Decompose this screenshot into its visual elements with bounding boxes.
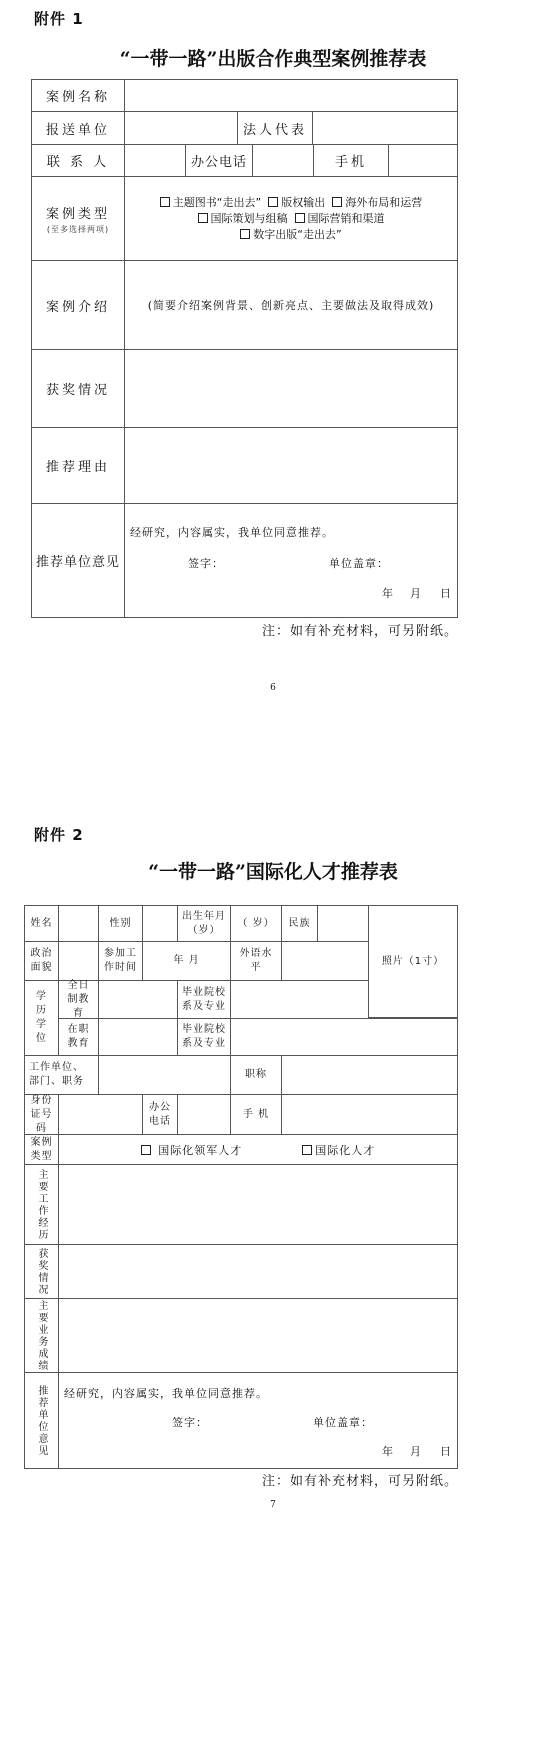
work-history-label-cell <box>24 1164 59 1245</box>
case-type-label-cell <box>31 176 125 261</box>
fulltime-school-label: 毕业院校系及专业 <box>177 980 231 1019</box>
option-intl-talent[interactable]: 国际化人才 <box>302 1142 375 1158</box>
foreign-lang-label: 外语水平 <box>230 941 282 981</box>
id-no-label: 身份证号码 <box>24 1094 59 1135</box>
office-phone-label: 办公电话 <box>185 144 253 177</box>
awards-field[interactable] <box>58 1244 458 1299</box>
birth-label-cell <box>177 905 231 942</box>
age-label: （岁） <box>187 924 221 936</box>
achievements-label-cell <box>24 1298 59 1373</box>
work-start-field[interactable] <box>142 941 231 981</box>
opinion-statement: 经研究，内容属实，我单位同意推荐。 <box>64 1387 268 1400</box>
case-type-label: 案例类型 <box>45 206 110 222</box>
politics-field[interactable] <box>58 941 99 981</box>
foreign-lang-field[interactable] <box>281 941 369 981</box>
achievements-field[interactable] <box>58 1298 458 1373</box>
option-intl-marketing[interactable]: 国际营销和渠道 <box>295 212 385 225</box>
contact-field[interactable] <box>124 144 186 177</box>
awards-label-cell <box>24 1244 59 1299</box>
year-month-label: 年 月 <box>173 955 200 966</box>
opinion-statement: 经研究，内容属实，我单位同意推荐。 <box>130 526 334 539</box>
checkbox-icon[interactable] <box>198 213 208 223</box>
case-intro-label: 案例介绍 <box>31 260 125 350</box>
office-phone-field[interactable] <box>177 1094 231 1135</box>
name-label: 姓名 <box>24 905 59 942</box>
talent-type-options <box>58 1134 458 1165</box>
mobile-label: 手 机 <box>230 1094 282 1135</box>
option-intl-planning[interactable]: 国际策划与组稿 <box>198 212 288 225</box>
option-theme-books[interactable]: 主题图书“走出去” <box>160 196 261 209</box>
contact-label: 联 系 人 <box>31 144 125 177</box>
opinion-label: 推荐单位意见 <box>36 1384 47 1457</box>
attachment-label: 附件 1 <box>34 10 84 28</box>
option-copyright-export[interactable]: 版权输出 <box>268 196 325 209</box>
mobile-field[interactable] <box>388 144 458 177</box>
work-history-field[interactable] <box>58 1164 458 1245</box>
option-digital-publishing[interactable]: 数字出版“走出去” <box>240 228 341 241</box>
legal-rep-field[interactable] <box>312 111 458 145</box>
degree-label: 学历学位 <box>24 980 59 1056</box>
submit-unit-label: 报送单位 <box>31 111 125 145</box>
attachment-label: 附件 2 <box>34 826 84 844</box>
name-field[interactable] <box>58 905 99 942</box>
inservice-school-field[interactable] <box>230 1018 458 1056</box>
fulltime-school-field[interactable] <box>230 980 369 1019</box>
submit-unit-field[interactable] <box>124 111 238 145</box>
title-rank-field[interactable] <box>281 1055 458 1095</box>
seal-label: 单位盖章： <box>313 1416 373 1429</box>
reason-field[interactable] <box>124 427 458 504</box>
fulltime-degree-field[interactable] <box>98 980 178 1019</box>
checkbox-icon[interactable] <box>332 197 342 207</box>
seal-label: 单位盖章： <box>329 557 389 570</box>
inservice-school-label: 毕业院校系及专业 <box>177 1018 231 1056</box>
age-blank: （ 岁） <box>237 917 275 929</box>
checkbox-icon[interactable] <box>302 1145 312 1155</box>
id-no-field[interactable] <box>58 1094 143 1135</box>
case-type-label: 案例类型 <box>24 1134 59 1165</box>
office-phone-label: 办公电话 <box>142 1094 178 1135</box>
birth-label: 出生年月 <box>182 910 226 922</box>
day-label: 日 <box>440 587 452 600</box>
case-intro-field[interactable] <box>124 260 458 350</box>
inservice-label: 在职教育 <box>58 1018 99 1056</box>
checkbox-icon[interactable] <box>295 213 305 223</box>
ethnicity-label: 民族 <box>281 905 318 942</box>
option-overseas-layout[interactable]: 海外布局和运营 <box>332 196 422 209</box>
birth-field[interactable] <box>230 905 282 942</box>
case-type-note: (至多选择两项) <box>46 224 110 234</box>
month-label: 月 <box>410 1445 422 1458</box>
form-title: “一带一路”出版合作典型案例推荐表 <box>119 48 427 70</box>
mobile-label: 手机 <box>313 144 389 177</box>
checkbox-icon[interactable] <box>268 197 278 207</box>
work-start-label: 参加工作时间 <box>98 941 143 981</box>
day-label: 日 <box>440 1445 452 1458</box>
work-unit-label: 工作单位、部门、职务 <box>24 1055 99 1095</box>
work-history-label: 主要工作经历 <box>36 1168 47 1241</box>
footnote: 注：如有补充材料，可另附纸。 <box>262 1474 459 1489</box>
checkbox-icon[interactable] <box>160 197 170 207</box>
year-label: 年 <box>382 587 394 600</box>
page-number: 7 <box>270 1500 276 1510</box>
case-intro-hint: (简要介绍案例背景、创新亮点、主要做法及取得成效) <box>147 299 435 312</box>
reason-label: 推荐理由 <box>31 427 125 504</box>
photo-field[interactable] <box>368 905 458 1018</box>
opinion-label-cell <box>24 1372 59 1469</box>
photo-label: 照片（1寸） <box>381 955 445 967</box>
ethnicity-field[interactable] <box>317 905 369 942</box>
sign-label: 签字： <box>188 557 224 570</box>
politics-label: 政治面貌 <box>24 941 59 981</box>
checkbox-icon[interactable] <box>141 1145 151 1155</box>
option-leading-talent[interactable]: 国际化领军人才 <box>141 1142 243 1158</box>
case-name-label: 案例名称 <box>31 79 125 112</box>
footnote: 注：如有补充材料，可另附纸。 <box>262 624 459 639</box>
fulltime-label: 全日制教育 <box>58 980 99 1019</box>
case-name-field[interactable] <box>124 79 458 112</box>
awards-label: 获奖情况 <box>31 349 125 428</box>
month-label: 月 <box>410 587 422 600</box>
inservice-degree-field[interactable] <box>98 1018 178 1056</box>
sign-label: 签字： <box>172 1416 208 1429</box>
page-number: 6 <box>270 683 276 693</box>
unit-opinion-field[interactable] <box>124 503 458 618</box>
form-title: “一带一路”国际化人才推荐表 <box>148 861 398 883</box>
achievements-label: 主要业务成绩 <box>36 1299 47 1372</box>
awards-label: 获奖情况 <box>36 1247 47 1296</box>
year-label: 年 <box>382 1445 394 1458</box>
gender-field[interactable] <box>142 905 178 942</box>
office-phone-field[interactable] <box>252 144 314 177</box>
unit-opinion-label: 推荐单位意见 <box>31 503 125 618</box>
checkbox-icon[interactable] <box>240 229 250 239</box>
gender-label: 性别 <box>98 905 143 942</box>
mobile-field[interactable] <box>281 1094 458 1135</box>
title-rank-label: 职称 <box>230 1055 282 1095</box>
case-type-options <box>124 176 458 261</box>
legal-rep-label: 法人代表 <box>237 111 313 145</box>
awards-field[interactable] <box>124 349 458 428</box>
work-unit-field[interactable] <box>98 1055 231 1095</box>
